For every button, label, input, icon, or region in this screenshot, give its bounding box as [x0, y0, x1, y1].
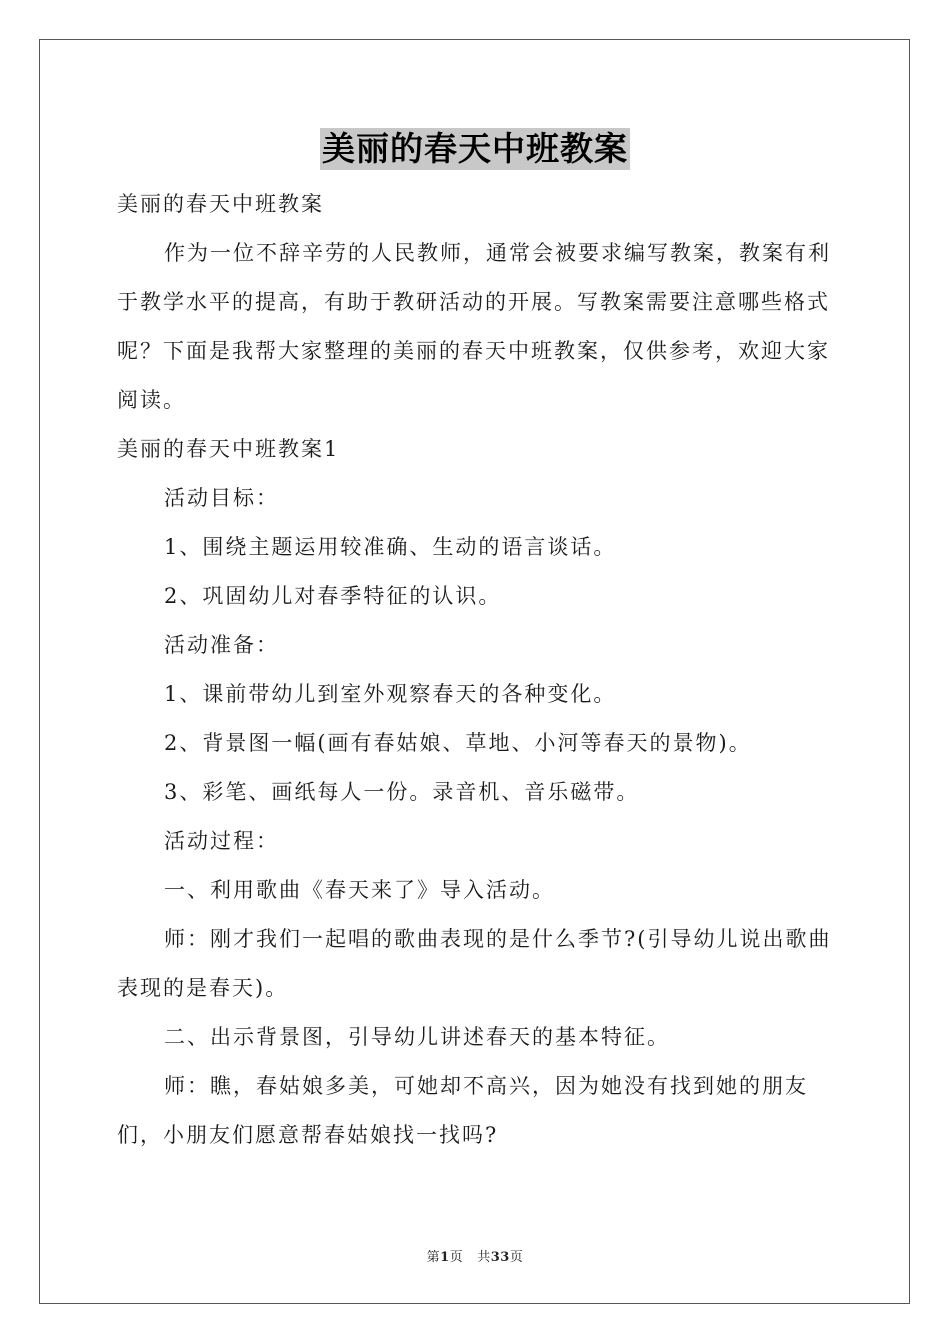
paragraph: 1、围绕主题运用较准确、生动的语言谈话。 — [164, 535, 617, 559]
document-title: 美丽的春天中班教案 — [322, 129, 628, 168]
paragraph: 3、彩笔、画纸每人一份。录音机、音乐磁带。 — [164, 780, 640, 804]
paragraph: 1、课前带幼儿到室外观察春天的各种变化。 — [164, 682, 617, 706]
paragraph: 活动准备： — [164, 633, 279, 657]
footer-total-suffix: 页 — [509, 1250, 524, 1265]
paragraph: 2、巩固幼儿对春季特征的认识。 — [164, 584, 502, 608]
paragraph: 二、出示背景图，引导幼儿讲述春天的基本特征。 — [164, 1025, 670, 1049]
footer-page-prefix: 第 — [426, 1250, 441, 1265]
footer-page-suffix: 页 — [449, 1250, 464, 1265]
page-footer — [0, 1246, 950, 1265]
document-body — [117, 180, 833, 1160]
paragraph: 一、利用歌曲《春天来了》导入活动。 — [164, 878, 555, 902]
footer-total-prefix: 共 — [477, 1250, 491, 1265]
paragraph: 2、背景图一幅(画有春姑娘、草地、小河等春天的景物)。 — [164, 731, 752, 755]
title-container — [0, 128, 950, 170]
footer-page-number: 1 — [440, 1250, 450, 1265]
paragraph: 活动过程： — [164, 829, 279, 853]
paragraph: 活动目标： — [164, 486, 279, 510]
paragraph: 师：瞧，春姑娘多美，可她却不高兴，因为她没有找到她的朋友们，小朋友们愿意帮春姑娘找一找吗? — [117, 1074, 808, 1147]
footer-total-pages: 33 — [490, 1250, 510, 1265]
paragraph: 作为一位不辞辛劳的人民教师，通常会被要求编写教案，教案有利于教学水平的提高，有助于教研活动的开展。写教案需要注意哪些格式呢？下面是我帮大家整理的美丽的春天中班教案，仅供参考，欢迎大家阅读。 — [117, 241, 831, 412]
paragraph: 美丽的春天中班教案 — [117, 192, 324, 216]
paragraph: 师：刚才我们一起唱的歌曲表现的是什么季节?(引导幼儿说出歌曲表现的是春天)。 — [117, 927, 832, 1000]
paragraph: 美丽的春天中班教案1 — [117, 437, 340, 461]
